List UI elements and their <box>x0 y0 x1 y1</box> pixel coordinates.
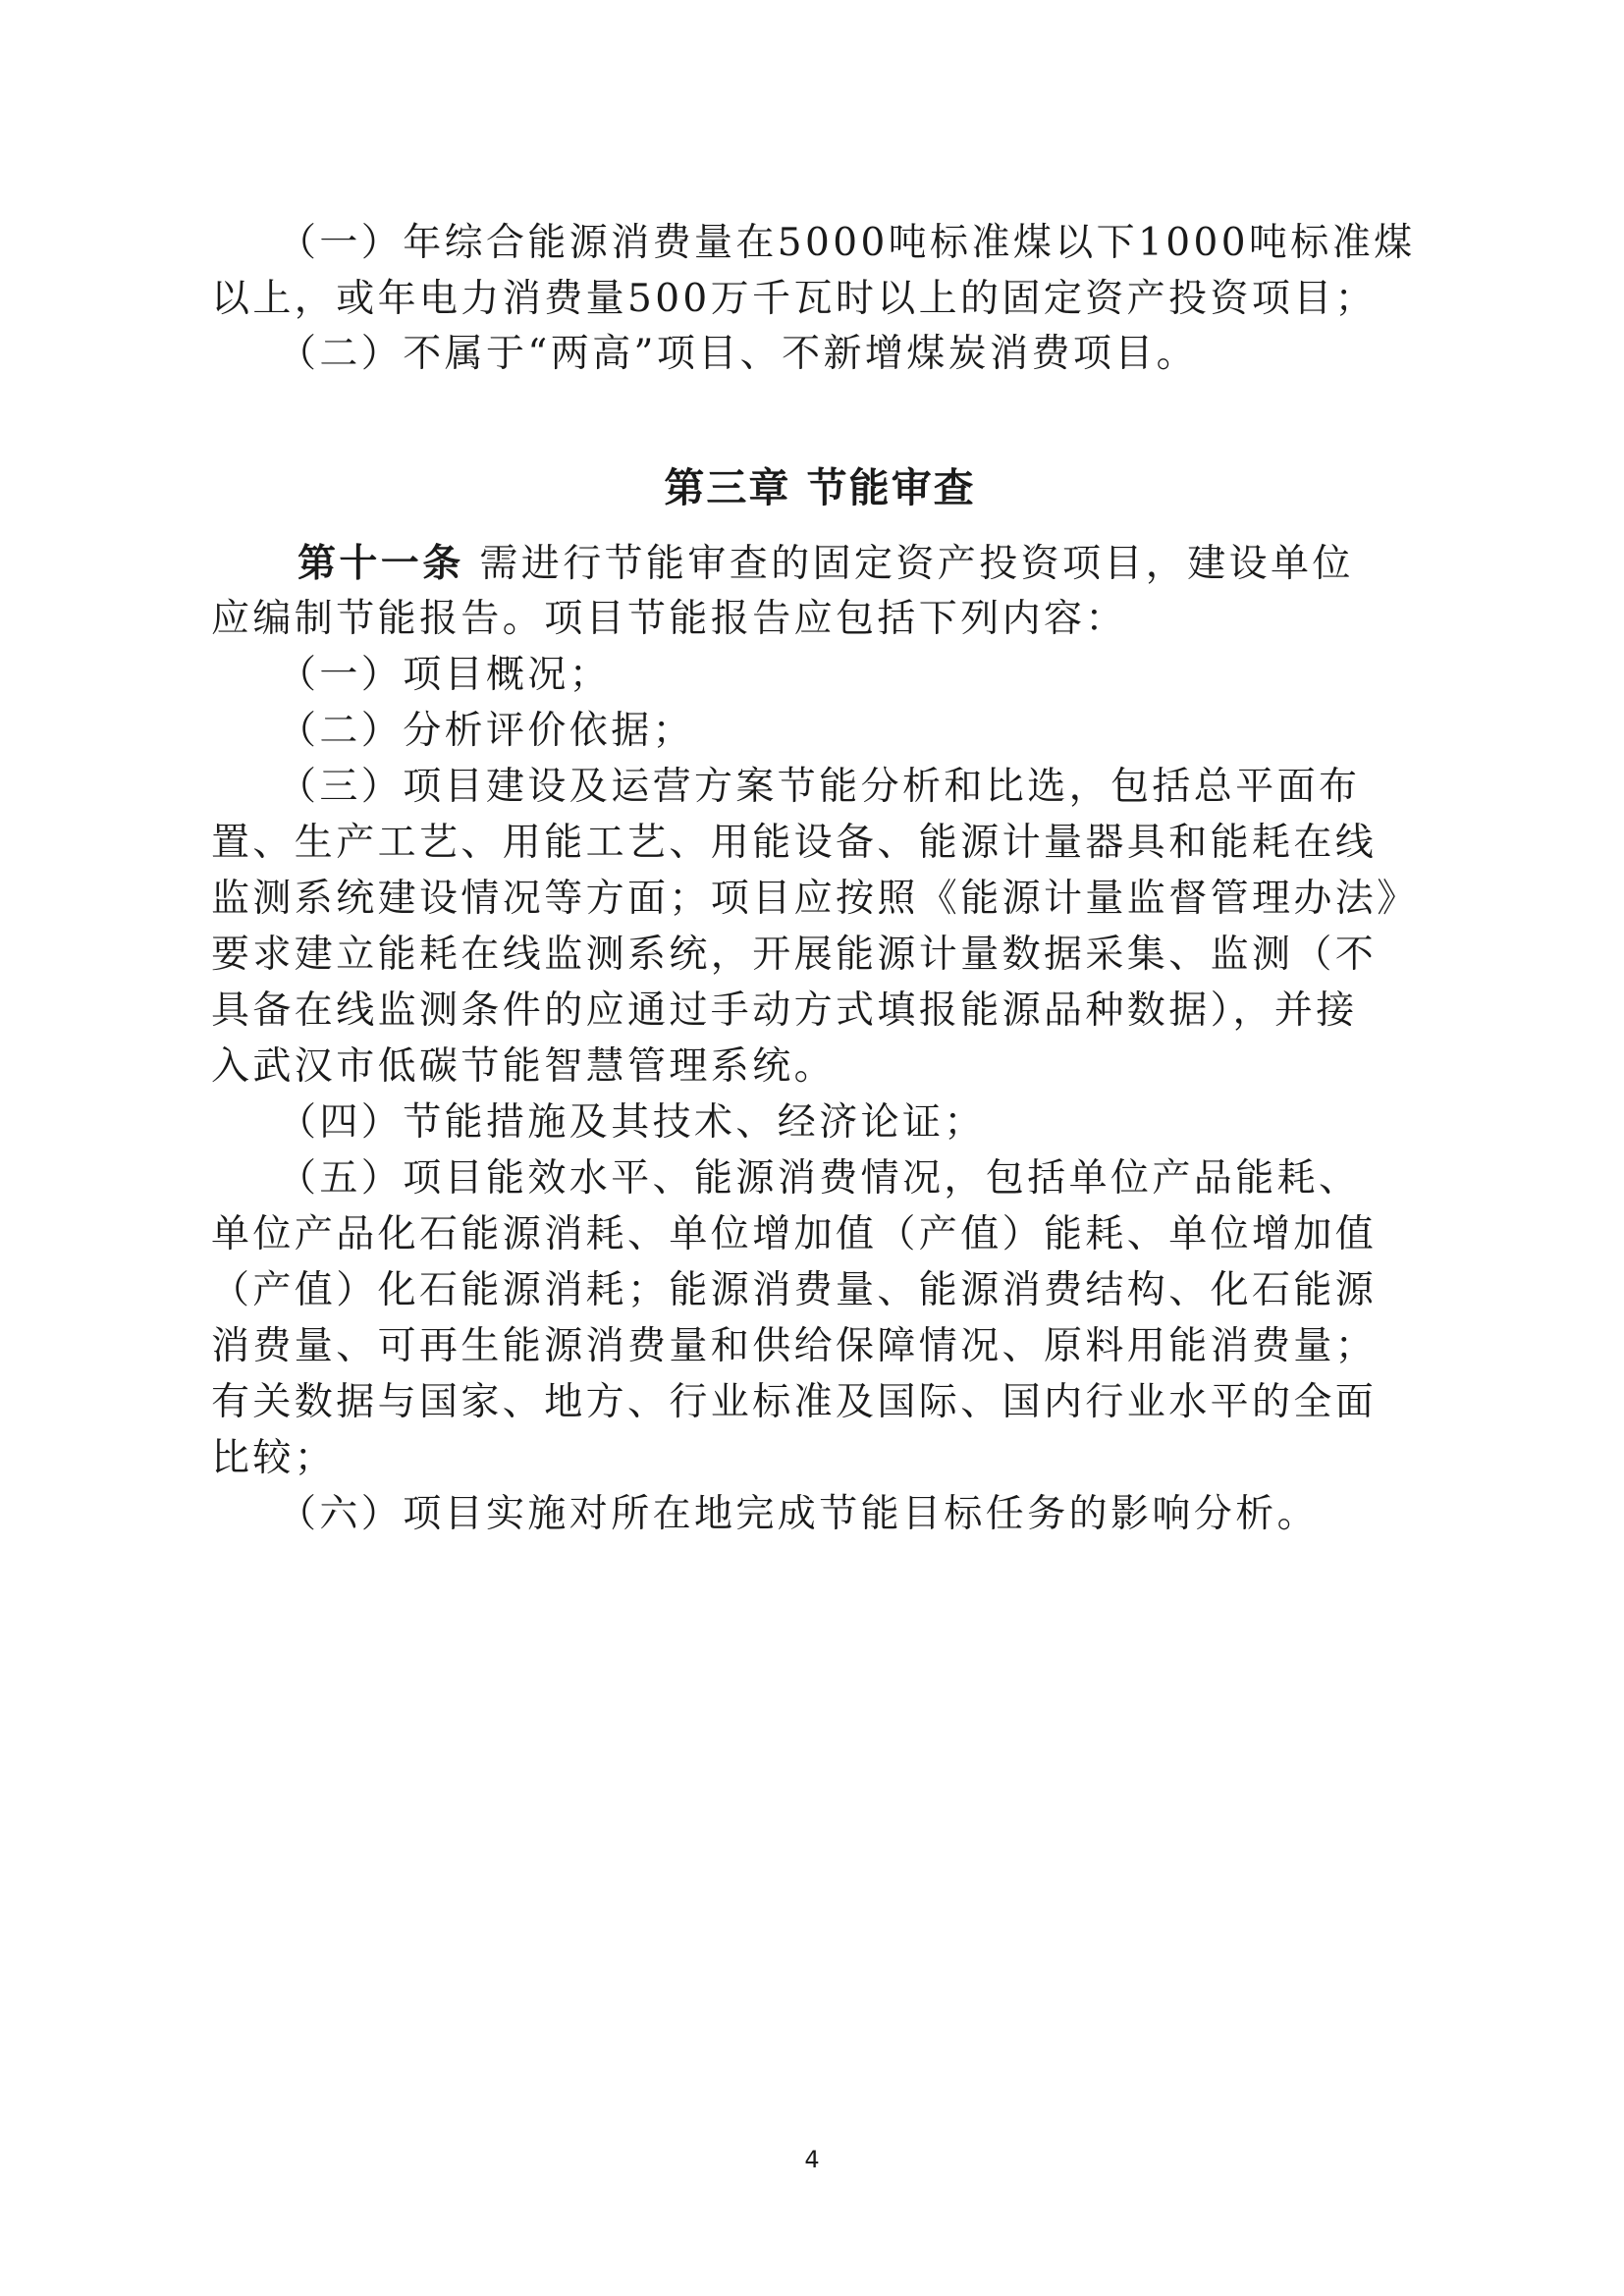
list-item-3-line-1: （三）项目建设及运营方案节能分析和比选，包括总平面布 <box>278 765 1361 809</box>
list-item-3-line-2: 置、生产工艺、用能工艺、用能设备、能源计量器具和能耗在线 <box>211 821 1378 865</box>
item-1-line-2: 以上，或年电力消费量500万千瓦时以上的固定资产投资项目； <box>211 277 1378 321</box>
chapter-heading: 第三章 节能审查 <box>664 464 976 511</box>
list-item-5-line-6: 比较； <box>211 1436 337 1480</box>
list-item-5-line-4: 消费量、可再生能源消费量和供给保障情况、原料用能消费量； <box>211 1324 1378 1368</box>
list-item-3-line-4: 要求建立能耗在线监测系统，开展能源计量数据采集、监测（不 <box>211 933 1378 977</box>
list-item-5-line-5: 有关数据与国家、地方、行业标准及国际、国内行业水平的全面 <box>211 1380 1378 1424</box>
article-label: 第十一条 <box>298 541 464 586</box>
page-number: 4 <box>804 2146 820 2173</box>
article-11-line-2: 应编制节能报告。项目节能报告应包括下列内容： <box>211 597 1127 641</box>
article-11-intro: 需进行节能审查的固定资产投资项目，建设单位 <box>463 542 1354 586</box>
list-item-5-line-3: （产值）化石能源消耗；能源消费量、能源消费结构、化石能源 <box>211 1268 1378 1312</box>
list-item-3-line-6: 入武汉市低碳节能智慧管理系统。 <box>211 1044 837 1089</box>
list-item-6: （六）项目实施对所在地完成节能目标任务的影响分析。 <box>278 1492 1320 1536</box>
list-item-2: （二）分析评价依据； <box>278 709 695 753</box>
item-1-line-1: （一）年综合能源消费量在5000吨标准煤以下1000吨标准煤 <box>278 221 1416 265</box>
item-2: （二）不属于“两高”项目、不新增煤炭消费项目。 <box>278 332 1199 376</box>
list-item-1: （一）项目概况； <box>278 653 612 697</box>
list-item-4: （四）节能措施及其技术、经济论证； <box>278 1100 986 1145</box>
list-item-5-line-2: 单位产品化石能源消耗、单位增加值（产值）能耗、单位增加值 <box>211 1212 1378 1256</box>
list-item-5-line-1: （五）项目能效水平、能源消费情况，包括单位产品能耗、 <box>278 1156 1361 1201</box>
list-item-3-line-3: 监测系统建设情况等方面；项目应按照《能源计量监督管理办法》 <box>211 877 1419 921</box>
article-11-line-1 <box>298 538 1354 590</box>
list-item-3-line-5: 具备在线监测条件的应通过手动方式填报能源品种数据），并接 <box>211 988 1358 1033</box>
